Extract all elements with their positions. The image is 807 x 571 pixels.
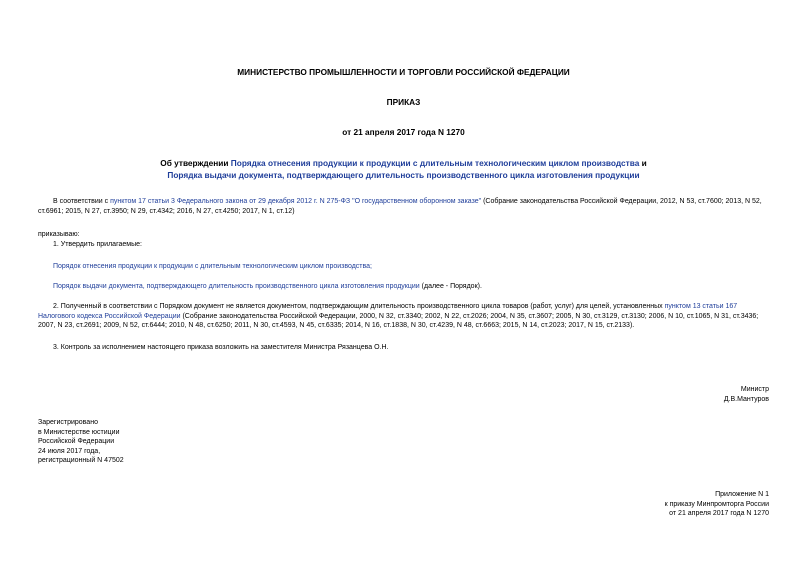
item-1-link-b [38, 282, 771, 292]
registration-line: Зарегистрировано [38, 419, 98, 426]
title-prefix: Об утверждении [160, 158, 231, 168]
registration-block [38, 418, 124, 466]
appendix-line: к приказу Минпромторга России [664, 500, 769, 508]
order-date: от 21 апреля 2017 года N 1270 [342, 127, 465, 137]
item-2-text-1: 2. Полученный в соответствии с Порядком документ не является документом, подтверждающим длительность производственного цикла товаров (работ, услуг) для целей, установленных [53, 303, 665, 310]
ministry-heading: МИНИСТЕРСТВО ПРОМЫШЛЕННОСТИ И ТОРГОВЛИ РОССИЙСКОЙ ФЕДЕРАЦИИ [237, 67, 570, 77]
registration-line: Российской Федерации [38, 438, 115, 446]
preamble-law-link[interactable]: пунктом 17 статьи 3 Федерального закона от 29 декабря 2012 г. N 275-ФЗ "О государственном оборонном заказе" [110, 198, 482, 205]
tax-code-link[interactable]: пунктом 13 статьи 167 Налогового кодекса Российской Федерации [38, 303, 738, 320]
decree-word: приказываю: [38, 231, 80, 238]
item-1-link-a [38, 262, 771, 272]
preamble-text-2: (Собрание законодательства Российской Федерации, 2012, N 53, ст.7600; 2013, N 52, ст.6961; 2015, N 27, ст.3950; N 29, ст.4342; 2016, N 27, ст.4250; 2017, N 1, ст.12) [38, 198, 762, 215]
registration-line: в Министерстве юстиции [38, 428, 120, 436]
appendix-line: от 21 апреля 2017 года N 1270 [669, 510, 769, 518]
order-heading: ПРИКАЗ [386, 97, 421, 107]
item-1-after-link: (далее - Порядок). [419, 283, 482, 290]
item-3-paragraph: 3. Контроль за исполнением настоящего приказа возложить на заместителя Министра Рязанцева О.Н. [53, 344, 389, 351]
signature-position: Министр [740, 386, 769, 393]
signature-name: Д.В.Мантуров [723, 395, 769, 403]
registration-line: 24 июля 2017 года, [38, 447, 101, 455]
item-2-paragraph [38, 302, 771, 331]
registration-line: регистрационный N 47502 [38, 457, 124, 465]
signature-block [724, 385, 769, 404]
document-title [0, 157, 807, 181]
preamble-paragraph [38, 197, 771, 216]
procedure-classification-link[interactable]: Порядок отнесения продукции к продукции с длительным технологическим циклом производства; [53, 263, 372, 270]
title-link-procedure-classification[interactable]: Порядка отнесения продукции к продукции с длительным технологическим циклом производства [230, 158, 640, 168]
item-1-text: 1. Утвердить прилагаемые: [53, 241, 142, 248]
title-link-procedure-document[interactable]: Порядка выдачи документа, подтверждающего длительность производственного цикла изготовления продукции [167, 170, 640, 180]
appendix-line: Приложение N 1 [715, 491, 769, 498]
procedure-document-link[interactable]: Порядок выдачи документа, подтверждающего длительность производственного цикла изготовления продукции [53, 283, 420, 290]
title-conjunction: и [639, 158, 647, 168]
appendix-block [665, 490, 769, 519]
item-2-text-2: (Собрание законодательства Российской Федерации, 2000, N 32, ст.3340; 2002, N 22, ст.2026; 2004, N 35, ст.3607; 2005, N 30, ст.3129, ст.3130; 2006, N 10, ст.1065, N 31, ст.3436; 2007, N 23, ст.2691; 2009, N 52, ст.6444; 2010, N 48, ст.6250; 2011, N 30, ст.4593, N 45, ст.6335; 2014, N 16, ст.1838, N 30, ст.4239, N 48, ст.6663; 2015, N 14, ст.2023; 2017, N 15, ст.2133). [38, 312, 759, 330]
preamble-text-1: В соответствии с [53, 198, 111, 205]
